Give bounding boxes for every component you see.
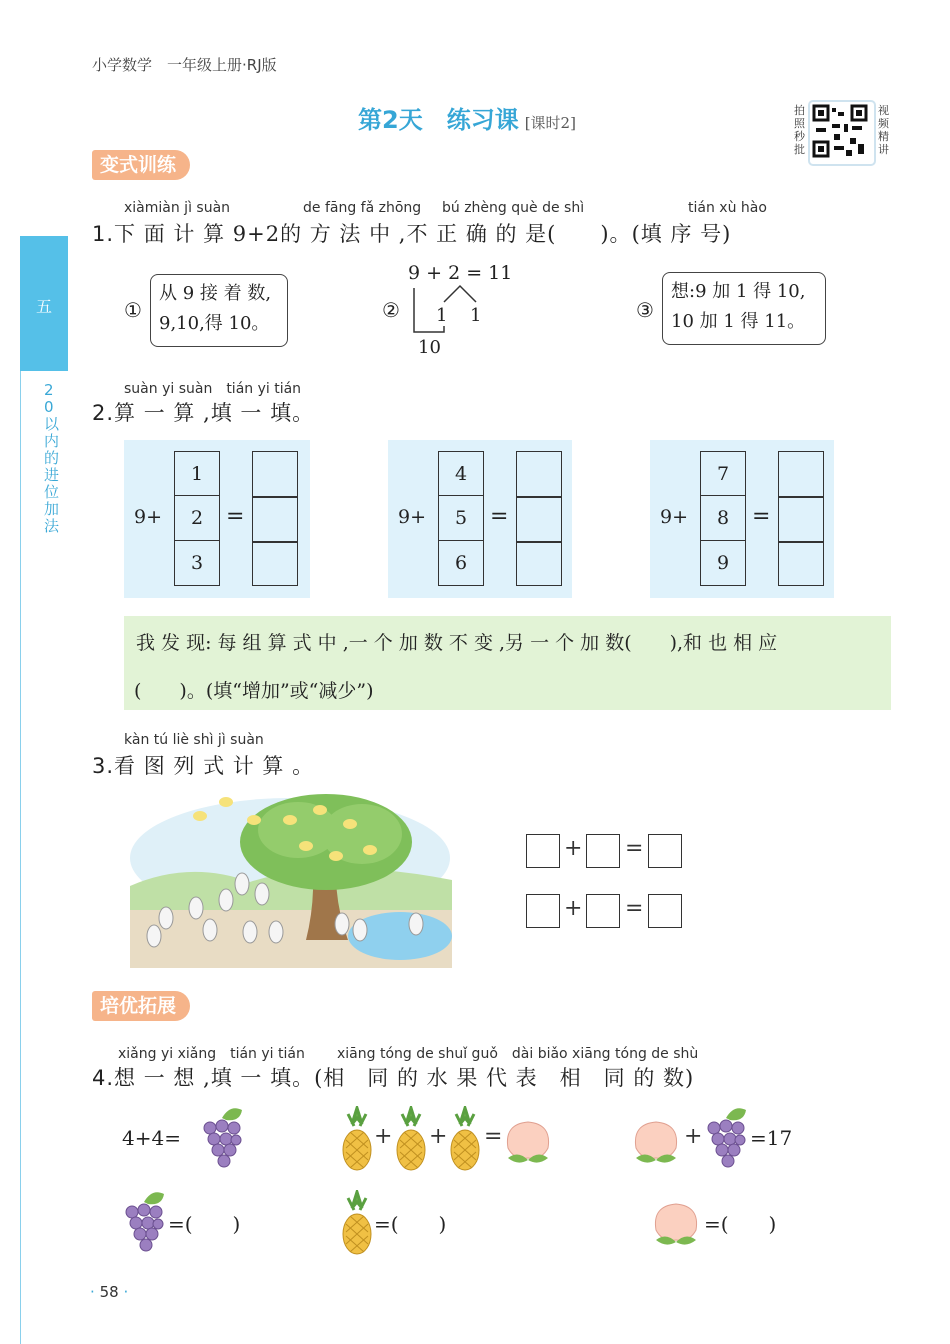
section-enrichment: 培优拓展 xyxy=(92,991,190,1021)
q1-option1-mark: ① xyxy=(124,298,142,322)
q1-option2-part-b: 1 xyxy=(470,305,482,326)
q2-group1-addend: 1 xyxy=(174,451,220,496)
q1-option2-equation: 9 + 2 = 11 xyxy=(408,262,513,284)
peach-icon xyxy=(650,1196,702,1248)
q2-group2-addend: 4 xyxy=(438,451,484,496)
q2-group-3 xyxy=(650,440,834,598)
chapter-label: 20以内的进位加法 xyxy=(44,381,60,535)
lesson-label: [课时2] xyxy=(524,114,576,132)
q3-text: 3.看 图 列 式 计 算 。 xyxy=(92,754,315,778)
q4-r1b-plus-1: + xyxy=(374,1124,393,1149)
day-title: 第2天 练习课 xyxy=(358,106,519,134)
section-variant-training: 变式训练 xyxy=(92,150,190,180)
qr-code-icon xyxy=(810,102,870,160)
side-divider xyxy=(20,371,21,1344)
q2-group1-addend: 3 xyxy=(174,541,220,586)
q2-group2-answer-column[interactable] xyxy=(516,451,562,586)
q1-option3-line1: 想:9 加 1 得 10, xyxy=(671,281,806,302)
q2-group1-addend: 2 xyxy=(174,496,220,541)
q3-plus: + xyxy=(564,836,583,861)
peach-icon xyxy=(502,1114,554,1166)
q1-option1-box xyxy=(150,274,288,347)
q1-option2-part-c: 10 xyxy=(418,337,441,358)
q1-option3-box xyxy=(662,272,826,345)
grape-icon xyxy=(200,1104,246,1172)
q3-blank[interactable] xyxy=(526,894,560,928)
pineapple-icon xyxy=(394,1106,428,1172)
q2-group1-prefix: 9+ xyxy=(134,506,163,528)
q1-option1-line2: 9,10,得 10。 xyxy=(159,313,270,334)
q3-blank[interactable] xyxy=(586,834,620,868)
q1-option2-mark: ② xyxy=(382,298,400,322)
pineapple-icon xyxy=(340,1106,374,1172)
q2-finding-line1: 我 发 现: 每 组 算 式 中 ,一 个 加 数 不 变 ,另 一 个 加 数( ),和 也 相 应 xyxy=(136,632,778,654)
q1-pinyin-d: tián xù hào xyxy=(688,200,767,216)
q4-peach-answer[interactable]: =( ) xyxy=(704,1212,777,1236)
q1-pinyin-b: de fāng fǎ zhōng xyxy=(303,200,422,216)
q2-group2-addend: 5 xyxy=(438,496,484,541)
q2-group3-answer-column[interactable] xyxy=(778,451,824,586)
q2-finding-line2: ( )。(填“增加”或“减少”) xyxy=(134,680,374,702)
qr-right-label: 视频精讲 xyxy=(878,104,889,156)
q1-option3-line2: 10 加 1 得 11。 xyxy=(671,311,806,332)
q3-pinyin: kàn tú liè shì jì suàn xyxy=(124,732,264,748)
q4-r1-expression: 4+4= xyxy=(122,1126,181,1150)
q1-option1-line1: 从 9 接 着 数, xyxy=(159,283,272,304)
q1-option2-part-a: 1 xyxy=(436,305,448,326)
qr-left-label: 拍照秒批 xyxy=(794,104,805,156)
q2-group-2 xyxy=(388,440,572,598)
q2-group3-prefix: 9+ xyxy=(660,506,689,528)
q3-equals: = xyxy=(625,896,644,921)
q2-group3-addend: 9 xyxy=(700,541,746,586)
q3-blank[interactable] xyxy=(648,834,682,868)
pineapple-icon xyxy=(340,1190,374,1256)
q2-group3-addend: 7 xyxy=(700,451,746,496)
q4-grape-answer[interactable]: =( ) xyxy=(168,1212,241,1236)
q3-blank[interactable] xyxy=(526,834,560,868)
pineapple-icon xyxy=(448,1106,482,1172)
q2-group2-prefix: 9+ xyxy=(398,506,427,528)
grape-icon xyxy=(122,1188,168,1256)
q1-pinyin-a: xiàmiàn jì suàn xyxy=(124,200,231,216)
book-header: 小学数学 一年级上册·RJ版 xyxy=(92,56,277,74)
q3-blank[interactable] xyxy=(648,894,682,928)
qr-code[interactable] xyxy=(808,100,876,166)
q2-group3-addend: 8 xyxy=(700,496,746,541)
q3-plus: + xyxy=(564,896,583,921)
q4-r1c-result: =17 xyxy=(750,1126,793,1150)
peach-icon xyxy=(630,1114,682,1166)
q2-group1-equals: = xyxy=(226,504,245,529)
q2-group3-equals: = xyxy=(752,504,771,529)
q1-text: 1.下 面 计 算 9+2的 方 法 中 ,不 正 确 的 是( )。(填 序 号) xyxy=(92,222,732,246)
q2-group1-answer-column[interactable] xyxy=(252,451,298,586)
q4-text: 4.想 一 想 ,填 一 填。(相 同 的 水 果 代 表 相 同 的 数) xyxy=(92,1066,695,1090)
q2-pinyin: suàn yi suàn tián yi tián xyxy=(124,381,302,397)
q4-pineapple-answer[interactable]: =( ) xyxy=(374,1212,447,1236)
q2-finding-box xyxy=(124,616,891,710)
q4-r1b-equals: = xyxy=(484,1124,503,1149)
q1-pinyin-c: bú zhèng què de shì xyxy=(442,200,585,216)
unit-tab: 五 xyxy=(20,236,68,371)
q2-group2-addend: 6 xyxy=(438,541,484,586)
q1-option2-diagram xyxy=(408,284,498,344)
q2-group2-equals: = xyxy=(490,504,509,529)
q1-option3-mark: ③ xyxy=(636,298,654,322)
page-title xyxy=(358,100,576,135)
grape-icon xyxy=(704,1104,750,1172)
page-number: · 58 · xyxy=(90,1283,129,1301)
q4-pinyin-b: xiāng tóng de shuǐ guǒ dài biǎo xiāng tóng de shù xyxy=(337,1046,699,1062)
q3-blank[interactable] xyxy=(586,894,620,928)
rabbits-tree-illustration xyxy=(130,790,452,968)
q3-equals: = xyxy=(625,836,644,861)
q4-pinyin-a: xiǎng yi xiǎng tián yi tián xyxy=(118,1046,305,1062)
q2-group-1 xyxy=(124,440,310,598)
q4-r1c-plus: + xyxy=(684,1124,703,1149)
q4-r1b-plus-2: + xyxy=(429,1124,448,1149)
q2-text: 2.算 一 算 ,填 一 填。 xyxy=(92,401,315,425)
